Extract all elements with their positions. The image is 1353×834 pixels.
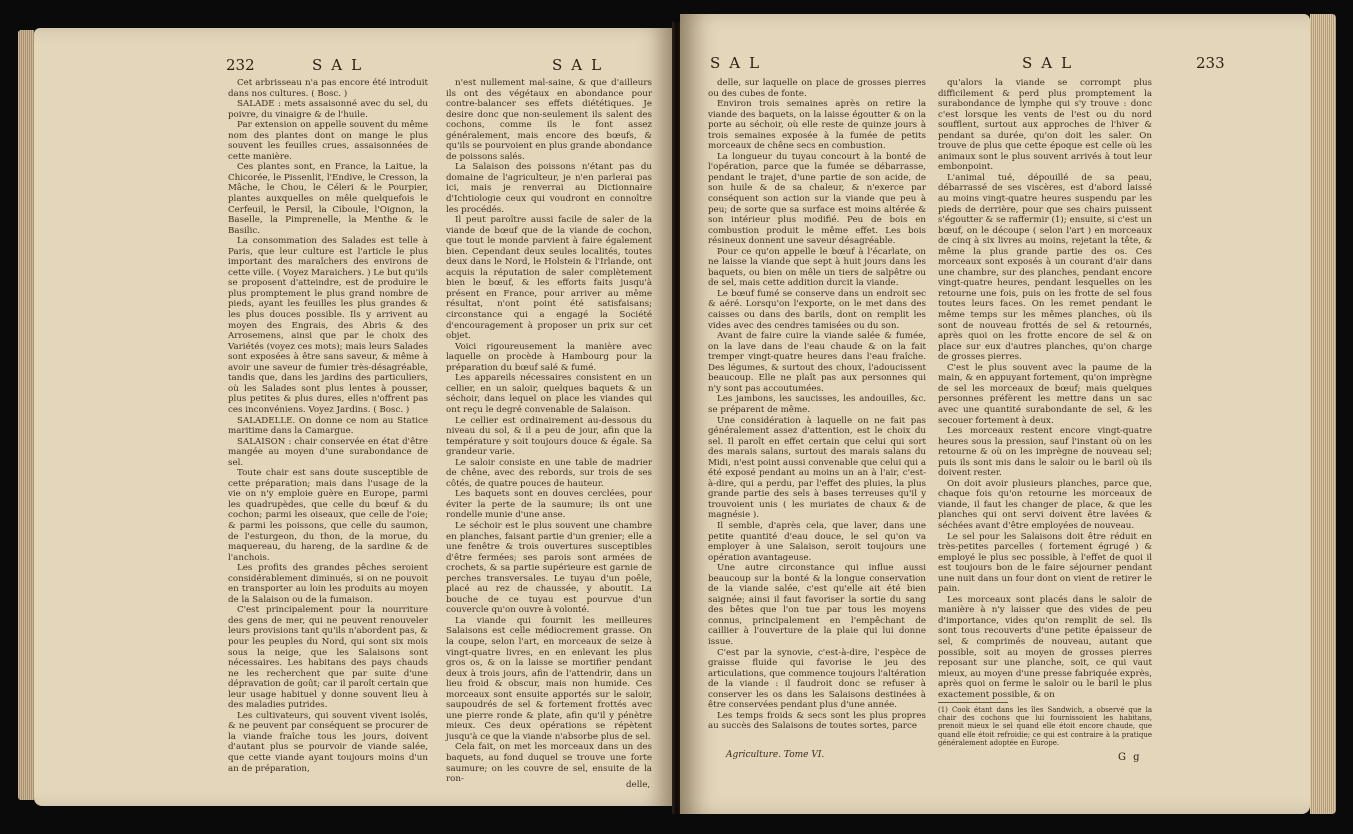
- right-column-1: [708, 78, 926, 732]
- paragraph: Toute chair est sans doute susceptible de cette préparation; mais dans l'usage de la vie on n'y emploie guère en Europe, parmi les quadrupèdes, que celle du bœuf & du cochon; parmi les oiseaux, que celle de l'oie; & parmi les poissons, que celle du saumon, de l'esturgeon, du thon, de la morue, du maquereau, du hareng, de la sardine & de l'anchois.: [228, 468, 428, 563]
- right-running-head-1: SAL: [710, 54, 769, 72]
- left-running-head: SAL: [312, 56, 371, 74]
- paragraph: Les profits des grandes pêches seroient considérablement diminués, si on ne pouvoit en transporter au loin les produits au moyen de la Salaison ou de la fumaison.: [228, 563, 428, 605]
- paragraph: Pour ce qu'on appelle le bœuf à l'écarlate, on ne laisse la viande que sept à huit jours dans les baquets, ou bien on mêle un tiers de salpêtre ou de sel, mais cette addition durcit la viande.: [708, 246, 926, 289]
- paragraph: SALAISON : chair conservée en état d'être mangée au moyen d'une surabondance de sel.: [228, 436, 428, 468]
- paragraph: C'est le plus souvent avec la paume de la main, & en appuyant fortement, qu'on imprègne de sel les morceaux de bœuf; mais quelques personnes préfèrent les mettre dans un sac avec une quantité surabondante de sel, & les secouer fortement à deux.: [938, 362, 1152, 426]
- right-page-number: 233: [1196, 54, 1225, 72]
- signature-mark: G g: [1118, 752, 1142, 763]
- paragraph: Il peut paroître aussi facile de saler de la viande de bœuf que de la viande de cochon, que tout le monde parvient à faire également bien. Cependant deux seules localités, toutes deux dans le Nord, le Holstein & l'Irlande, ont acquis la réputation de saler complètement bien le bœuf, & les efforts faits jusqu'à présent en France, pour arriver au même résultat, n'ont point été satisfaisans; circonstance qui a engagé la Société d'encouragement à proposer un prix sur cet objet.: [446, 215, 652, 342]
- paragraph: Les temps froids & secs sont les plus propres au succès des Salaisons de toutes sortes, parce: [708, 710, 926, 732]
- footnote-rule: [938, 702, 1008, 703]
- right-running-head: SAL: [1022, 54, 1081, 72]
- paragraph: n'est nullement mal-saine, & que d'ailleurs ils ont des végétaux en abondance pour contre-balancer ses effets diététiques. Je desire donc que non-seulement ils salent des cochons, comme ils le font assez généralement, mais encore des bœufs, & qu'ils se pourvoient en plus grande abondance de poissons salés.: [446, 78, 652, 162]
- left-page-number: 232: [226, 56, 255, 74]
- left-page: [34, 28, 674, 806]
- paragraph: Ces plantes sont, en France, la Laitue, la Chicorée, le Pissenlit, l'Endive, le Cresson, la Mâche, le Chou, le Céleri & le Pourpier, plantes auxquelles on mêle quelquefois le Cerfeuil, le Persil, la Ciboule, l'Oignon, la Baselle, la Pimprenelle, la Menthe & le Basilic.: [228, 162, 428, 236]
- right-page: [680, 14, 1310, 814]
- paragraph: Les baquets sont en douves cerclées, pour éviter la perte de la saumure; ils ont une rondelle munie d'une anse.: [446, 489, 652, 521]
- paragraph: delle, sur laquelle on place de grosses pierres ou des cubes de fonte.: [708, 78, 926, 99]
- paragraph: La Salaison des poissons n'étant pas du domaine de l'agriculteur, je n'en parlerai pas ici, mais je renverrai au Dictionnaire d'Ichtiologie ceux qui voudront en connoître les procédés.: [446, 162, 652, 215]
- paragraph: Il semble, d'après cela, que laver, dans une petite quantité d'eau douce, le sel qu'on va employer à une Salaison, seroit toujours une opération avantageuse.: [708, 520, 926, 563]
- paragraph: Le cellier est ordinairement au-dessous du niveau du sol, & il a peu de jour, afin que la température y soit toujours douce & égale. Sa grandeur varie.: [446, 415, 652, 458]
- paragraph: La viande qui fournit les meilleures Salaisons est celle médiocrement grasse. On la coupe, selon l'art, en morceaux de seize à vingt-quatre livres, en en enlevant les plus gros os, & on la laisse se mortifier pendant deux à trois jours, afin de l'attendrir, dans un lieu froid & obscur, mais non humide. Ces morceaux sont ensuite apportés sur le saloir, saupoudrés de sel & fortement frottés avec une pierre ronde & plate, afin qu'il y pénètre mieux. Ces deux opérations se répètent jusqu'à ce que la viande n'absorbe plus de sel.: [446, 615, 652, 742]
- paragraph: Le séchoir est le plus souvent une chambre en planches, faisant partie d'un grenier; elle a une fenêtre & trois ouvertures susceptibles d'être fermées; ses parois sont armées de crochets, & sa partie supérieure est garnie de perches transversales. Le tuyau d'un poêle, placé au rez de chaussée, y aboutit. La bouche de ce tuyau est pourvue d'un couvercle qu'on ouvre à volonté.: [446, 520, 652, 616]
- paragraph: Une autre circonstance qui influe aussi beaucoup sur la bonté & la longue conservation de la viande salée, c'est qu'elle ait été bien saignée; ainsi il faut favoriser la sortie du sang des bêtes que l'on tue par tous les moyens connus, principalement en l'empêchant de caillier à l'ouverture de la plaie qui lui donne issue.: [708, 563, 926, 647]
- right-column-2: [938, 78, 1152, 700]
- paragraph: Le saloir consiste en une table de madrier de chêne, avec des rebords, sur trois de ses côtés, de quatre pouces de hauteur.: [446, 457, 652, 489]
- paragraph: Voici rigoureusement la manière avec laquelle on procède à Hambourg pour la préparation du bœuf salé & fumé.: [446, 341, 652, 373]
- left-running-head-2: SAL: [552, 56, 611, 74]
- paragraph: Les cultivateurs, qui souvent vivent isolés, & ne peuvent par conséquent se procurer de la viande fraîche tous les jours, doivent d'autant plus se pourvoir de viande salée, que cette viande ayant toujours moins d'un an de préparation,: [228, 710, 428, 774]
- paragraph: Cela fait, on met les morceaux dans un des baquets, au fond duquel se trouve une forte saumure; on les couvre de sel, ensuite de la ron-: [446, 742, 652, 785]
- left-page-edges: [18, 30, 34, 800]
- left-column-1: [228, 78, 428, 774]
- paragraph: C'est principalement pour la nourriture des gens de mer, qui ne peuvent renouveler leurs provisions tant qu'ils n'abordent pas, & pour les peuples du Nord, qui sont six mois sous la neige, que les Salaisons sont nécessaires. Les habitans des pays chauds ne les recherchent que par suite d'une dépravation de goût; car il paroît certain que leur usage habituel y donne souvent lieu à des maladies putrides.: [228, 605, 428, 711]
- paragraph: SALADE : mets assaisonné avec du sel, du poivre, du vinaigre & de l'huile.: [228, 99, 428, 120]
- catchword: delle,: [626, 780, 651, 790]
- footer-volume: Agriculture. Tome VI.: [726, 750, 825, 760]
- paragraph: Une considération à laquelle on ne fait pas généralement assez d'attention, est le choix du sel. Il paroît en effet certain que celui qui sort des marais salans, surtout des marais salans du Midi, n'est point aussi convenable que celui qui a été exposé pendant au moins un an à l'air, c'est-à-dire, qui a perdu, par l'effet des pluies, la plus grande partie des sels à bases terreuses qu'il y trouvoient unis ( les muriates de chaux & de magnésie ).: [708, 415, 926, 521]
- left-column-2: [446, 78, 652, 785]
- paragraph: La longueur du tuyau concourt à la bonté de l'opération, parce que la fumée se débarrasse, pendant le trajet, d'une partie de son acide, de son huile & de sa chaleur, & n'exerce par conséquent son action sur la viande que peu à peu; de sorte que sa surface est moins altérée & son intérieur plus modifié. Peu de bois en combustion produit le même effet. Les bois résineux donnent une saveur désagréable.: [708, 151, 926, 247]
- paragraph: Par extension on appelle souvent du même nom des plantes dont on mange le plus souvent les feuilles crues, assaisonnées de cette manière.: [228, 120, 428, 162]
- footnote: (1) Cook étant dans les îles Sandwich, a observé que la chair des cochons que lui fournissoient les habitans, prenoit mieux le sel quand elle étoit encore chaude, que quand elle étoit refroidie; ce qui est contraire à la pratique généralement adoptée en Europe.: [938, 706, 1152, 747]
- paragraph: qu'alors la viande se corrompt plus difficilement & perd plus promptement la surabondance de lymphe qui s'y trouve : donc c'est lorsque les vents de l'est ou du nord soufflent, surtout aux approches de l'hiver & pendant sa durée, qu'on doit les saler. On trouve de plus que cette époque est celle où les animaux sont le plus souvent arrivés à tout leur embonpoint.: [938, 78, 1152, 173]
- paragraph: Cet arbrisseau n'a pas encore été introduit dans nos cultures. ( Bosc. ): [228, 78, 428, 99]
- paragraph: Environ trois semaines après on retire la viande des baquets, on la laisse égoutter & on la porte au séchoir, où elle reste de quinze jours à trois semaines exposée à la fumée de petits morceaux de chêne secs en combustion.: [708, 99, 926, 152]
- right-page-edges: [1310, 14, 1336, 814]
- paragraph: Les morceaux sont placés dans le saloir de manière à n'y laisser que des vides de peu d'importance, vides qu'on remplit de sel. Ils sont tous recouverts d'une petite épaisseur de sel, & comprimés de nouveau, autant que possible, soit au moyen de grosses pierres reposant sur une planche, soit, ce qui vaut mieux, au moyen d'une presse fabriquée exprès, après quoi on ferme le saloir ou le baril le plus exactement possible, & on: [938, 594, 1152, 700]
- paragraph: La consommation des Salades est telle à Paris, que leur culture est l'article le plus important des maraîchers des environs de cette ville. ( Voyez Maraichers. ) Le but qu'ils se proposent d'atteindre, est de produire le plus promptement le plus grand nombre de pieds, ayant les feuilles les plus grandes & les plus douces possible. Ils y arrivent au moyen des Engrais, des Abris & des Arrosemens, ainsi que par le choix des Variétés (voyez ces mots); mais leurs Salades sont exposées à être sans saveur, & même à avoir une saveur de fumier très-désagréable, tandis que, dans les jardins des particuliers, où les Salades sont plus lentes à pousser, plus petites & plus dures, elles n'offrent pas ces inconvéniens. Voyez Jardins. ( Bosc. ): [228, 236, 428, 415]
- paragraph: On doit avoir plusieurs planches, parce que, chaque fois qu'on retourne les morceaux de viande, il faut les changer de place, & que les planches qui ont servi doivent être lavées & séchées avant d'être employées de nouveau.: [938, 478, 1152, 531]
- paragraph: Avant de faire cuire la viande salée & fumée, on la lave dans de l'eau chaude & on la fait tremper vingt-quatre heures dans l'eau fraîche. Des légumes, & surtout des choux, l'adoucissent beaucoup. Elle ne plaît pas aux personnes qui n'y sont pas accoutumées.: [708, 331, 926, 394]
- paragraph: SALADELLE. On donne ce nom au Statice maritime dans la Camargue.: [228, 415, 428, 437]
- paragraph: L'animal tué, dépouillé de sa peau, débarrassé de ses viscères, est d'abord laissé au moins vingt-quatre heures suspendu par les pieds de derrière, pour que ses chairs puissent s'égoutter & se raffermir (1); ensuite, si c'est un bœuf, on le découpe ( selon l'art ) en morceaux de cinq à six livres au moins, rejetant la tête, & même la plus grande partie des os. Ces morceaux sont exposés à un courant d'air dans une chambre, sur des planches, pendant encore vingt-quatre heures, pendant lesquelles on les retourne une fois, puis on les frotte de sel fous toutes leurs faces. On les remet pendant le même temps sur les mêmes planches, où ils sont de nouveau frottés de sel & retournés, après quoi on les frotte encore de sel & on place sur eux d'autres planches, qu'on charge de grosses pierres.: [938, 172, 1152, 363]
- paragraph: Le sel pour les Salaisons doit être réduit en très-petites parcelles ( fortement égrugé ) & employé le plus sec possible, à l'effet de quoi il est toujours bon de le faire séjourner pendant une nuit dans un four dont on vient de retirer le pain.: [938, 531, 1152, 595]
- paragraph: C'est par la synovie, c'est-à-dire, l'espèce de graisse fluide qui favorise le jeu des articulations, que commence toujours l'altération de la viande : il faudroit donc se refuser à conserver les os dans les Salaisons destinées à être conservées pendant plus d'une année.: [708, 647, 926, 711]
- paragraph: Les jambons, les saucisses, les andouilles, &c. se préparent de même.: [708, 394, 926, 415]
- paragraph: Les appareils nécessaires consistent en un cellier, en un saloir, quelques baquets & un séchoir, dans lequel on place les viandes qui ont reçu le degré convenable de Salaison.: [446, 373, 652, 415]
- paragraph: Le bœuf fumé se conserve dans un endroit sec & aéré. Lorsqu'on l'exporte, on le met dans des caisses ou dans des barils, dont on remplit les vides avec des cendres tamisées ou du son.: [708, 288, 926, 331]
- paragraph: Les morceaux restent encore vingt-quatre heures sous la pression, sauf l'instant où on les retourne & où on les imprègne de nouveau sel; puis ils sont mis dans le saloir ou le baril où ils doivent rester.: [938, 426, 1152, 479]
